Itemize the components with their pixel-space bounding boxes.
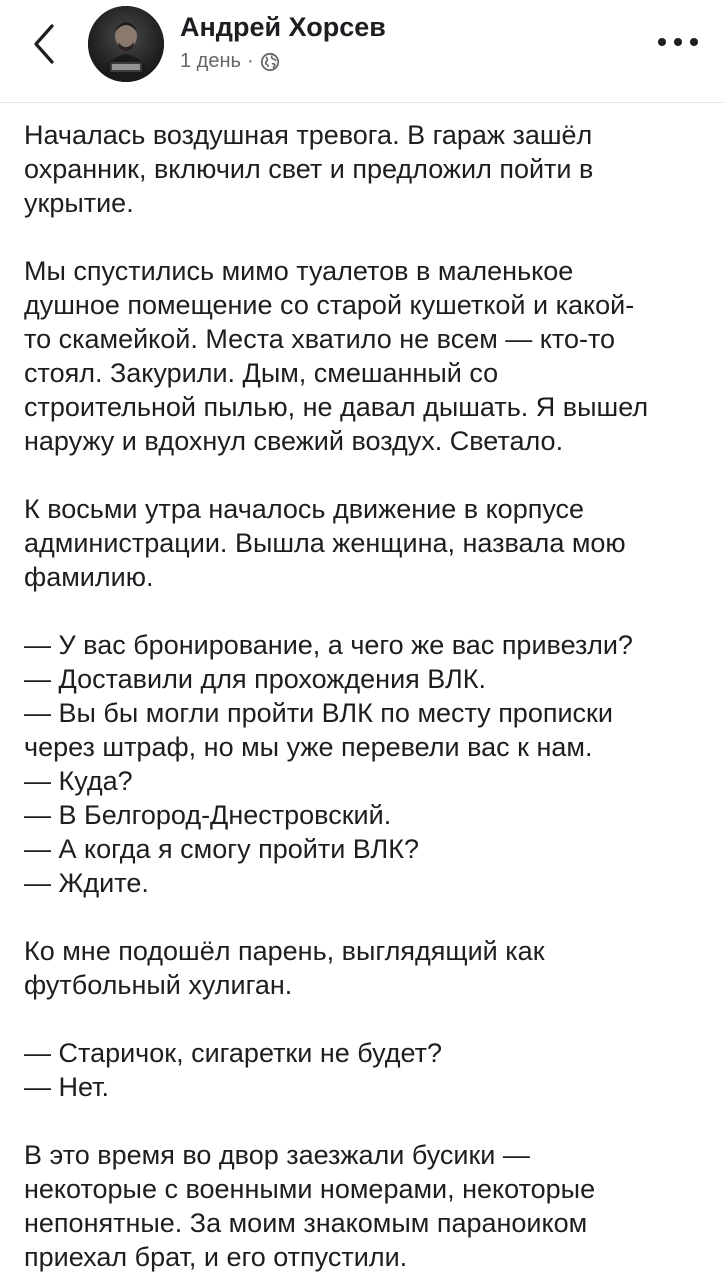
- text-line: Мы спустились мимо туалетов в маленькое: [24, 256, 574, 286]
- text-line: — Нет.: [24, 1072, 109, 1102]
- post-paragraph: [24, 1138, 704, 1274]
- globe-icon: [260, 52, 280, 72]
- text-line: футбольный хулиган.: [24, 970, 293, 1000]
- post-paragraph: [24, 628, 704, 900]
- text-line: фамилию.: [24, 562, 154, 592]
- text-line: В это время во двор заезжали бусики —: [24, 1140, 530, 1170]
- text-line: стоял. Закурили. Дым, смешанный со: [24, 358, 499, 388]
- text-line: — Доставили для прохождения ВЛК.: [24, 664, 486, 694]
- post-paragraph: [24, 1036, 704, 1104]
- author-photo: [88, 6, 164, 82]
- more-horizontal-icon: [654, 28, 702, 56]
- more-options-button[interactable]: [654, 28, 702, 56]
- text-line: непонятные. За моим знакомым параноиком: [24, 1208, 588, 1238]
- post-paragraph: [24, 934, 704, 1002]
- text-line: — Ждите.: [24, 868, 149, 898]
- text-line: приехал брат, и его отпустили.: [24, 1242, 408, 1272]
- author-name[interactable]: Андрей Хорсев: [180, 12, 386, 42]
- meta-separator: ·: [246, 50, 254, 72]
- post-meta: [180, 50, 280, 73]
- text-line: — Вы бы могли пройти ВЛК по месту прописки: [24, 698, 613, 728]
- text-line: — У вас бронирование, а чего же вас привезли?: [24, 630, 633, 660]
- text-line: администрации. Вышла женщина, назвала мою: [24, 528, 626, 558]
- back-button[interactable]: [24, 20, 68, 68]
- text-line: через штраф, но мы уже перевели вас к нам.: [24, 732, 593, 762]
- post-header: [0, 0, 724, 103]
- text-line: душное помещение со старой кушеткой и какой-: [24, 290, 635, 320]
- text-line: то скамейкой. Места хватило не всем — кто-то: [24, 324, 616, 354]
- chevron-left-icon: [24, 20, 68, 68]
- text-line: укрытие.: [24, 188, 134, 218]
- post-time[interactable]: 1 день: [180, 50, 241, 72]
- post-paragraph: [24, 492, 704, 594]
- post-paragraph: [24, 254, 704, 458]
- text-line: — Старичок, сигаретки не будет?: [24, 1038, 442, 1068]
- text-line: К восьми утра началось движение в корпусе: [24, 494, 585, 524]
- text-line: Началась воздушная тревога. В гараж зашёл: [24, 120, 593, 150]
- avatar[interactable]: [88, 6, 164, 82]
- text-line: — Куда?: [24, 766, 133, 796]
- text-line: некоторые с военными номерами, некоторые: [24, 1174, 596, 1204]
- text-line: — В Белгород-Днестровский.: [24, 800, 392, 830]
- post-paragraph: [24, 118, 704, 220]
- text-line: наружу и вдохнул свежий воздух. Светало.: [24, 426, 564, 456]
- post-text: [24, 118, 704, 1274]
- text-line: Ко мне подошёл парень, выглядящий как: [24, 936, 545, 966]
- text-line: охранник, включил свет и предложил пойти в: [24, 154, 594, 184]
- text-line: — А когда я смогу пройти ВЛК?: [24, 834, 419, 864]
- text-line: строительной пылью, не давал дышать. Я вышел: [24, 392, 649, 422]
